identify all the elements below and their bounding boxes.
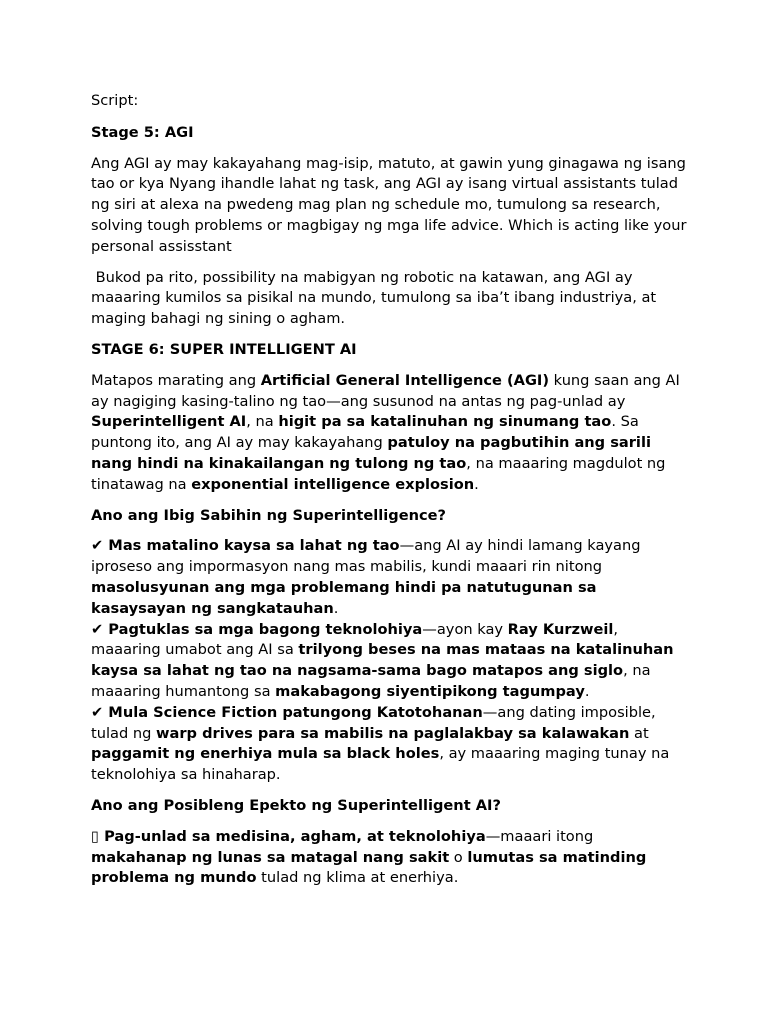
- text-run: .: [584, 682, 590, 700]
- bold-run: Artificial General Intelligence (AGI): [260, 371, 550, 389]
- text-run: , ay maaaring maging tunay na teknolohiya sa hinaharap.: [91, 745, 670, 784]
- text-run: Matapos marating ang: [91, 371, 261, 389]
- text-run: . Sa puntong ito, ang AI ay may kakayahang: [91, 413, 639, 452]
- text-run: , na maaaring magdulot ng tinatawag na: [91, 454, 666, 493]
- text-run: o: [449, 848, 468, 866]
- stage6-heading: STAGE 6: SUPER INTELLIGENT AI: [91, 340, 357, 358]
- meaning-item-3: [91, 703, 691, 786]
- bold-run: paggamit ng enerhiya mula sa black holes: [91, 745, 440, 763]
- bold-run: masolusyunan ang mga problemang hindi pa natutugunan sa kasaysayan ng sangkatauhan: [91, 578, 597, 617]
- bold-run: exponential intelligence explosion: [191, 475, 475, 493]
- text-run: , na maaaring humantong sa: [91, 662, 651, 700]
- text-run: —ayon kay: [422, 620, 508, 638]
- bold-run: ✔ Mas matalino kaysa sa lahat ng tao: [91, 537, 400, 555]
- script-label: Script:: [91, 92, 139, 109]
- bold-run: makahanap ng lunas sa matagal nang sakit: [91, 848, 450, 866]
- bold-run: trilyong beses na mas mataas na katalinuhan kaysa sa lahat ng tao na nagsama-sama bago matapos ang siglo: [91, 641, 674, 680]
- text-run: .: [474, 475, 479, 493]
- bold-run: higit pa sa katalinuhan ng sinumang tao: [278, 413, 612, 431]
- bold-run: ✔ Mula Science Fiction patungong Katotohanan: [91, 703, 483, 721]
- bold-run: lumutas sa matinding problema ng mundo: [91, 848, 647, 887]
- stage5-paragraph-2: Bukod pa rito, possibility na mabigyan ng robotic na katawan, ang AGI ay maaaring kumilos sa pisikal na mundo, tumulong sa iba’t ibang industriya, at maging bahagi ng sining o agham.: [91, 268, 661, 328]
- missing-glyph-icon: ▯: [91, 827, 100, 845]
- stage5-heading: Stage 5: AGI: [91, 123, 194, 141]
- text-run: —ang dating imposible, tulad ng: [91, 703, 656, 742]
- text-run: kung saan ang AI ay nagiging kasing-talino ng tao—ang susunod na antas ng pag-unlad ay: [91, 371, 680, 410]
- stage6-paragraph-1: [91, 371, 691, 496]
- meaning-item-2: [91, 620, 691, 703]
- text-run: —maaari itong: [485, 827, 594, 845]
- text-run: tulad ng klima at enerhiya.: [256, 869, 459, 887]
- meaning-heading: Ano ang Ibig Sabihin ng Superintelligence?: [91, 506, 447, 524]
- effects-heading: Ano ang Posibleng Epekto ng Superintelligent AI?: [91, 796, 501, 814]
- text-run: , maaaring umabot ang AI sa: [91, 620, 619, 659]
- bold-run: warp drives para sa mabilis na paglalakbay sa kalawakan: [156, 724, 630, 742]
- bold-run: Superintelligent AI: [91, 413, 247, 431]
- text-run: .: [333, 599, 339, 617]
- text-run: —ang AI ay hindi lamang kayang iproseso ang impormasyon nang mas mabilis, kundi maaari rin nitong: [91, 537, 641, 576]
- document-body: [91, 91, 691, 899]
- text-run: , na: [246, 413, 279, 431]
- bold-run: ✔ Pagtuklas sa mga bagong teknolohiya: [91, 620, 423, 638]
- bold-run: makabagong siyentipikong tagumpay: [275, 682, 585, 700]
- meaning-item-1: [91, 536, 691, 619]
- effects-item-1: [91, 827, 691, 889]
- text-run: at: [629, 724, 649, 742]
- stage5-paragraph-1: Ang AGI ay may kakayahang mag-isip, matuto, at gawin yung ginagawa ng isang tao or kya Nyang ihandle lahat ng task, ang AGI ay isang virtual assistants tulad ng siri at alexa na pwedeng mag plan ng schedule mo, tumulong sa research, solving tough problems or magbigay ng mga life advice. Which is acting like your personal assisstant: [91, 154, 687, 255]
- bold-run: Pag-unlad sa medisina, agham, at teknolohiya: [99, 827, 486, 845]
- bold-run: Ray Kurzweil: [507, 620, 614, 638]
- bold-run: patuloy na pagbutihin ang sarili nang hindi na kinakailangan ng tulong ng tao: [91, 434, 651, 472]
